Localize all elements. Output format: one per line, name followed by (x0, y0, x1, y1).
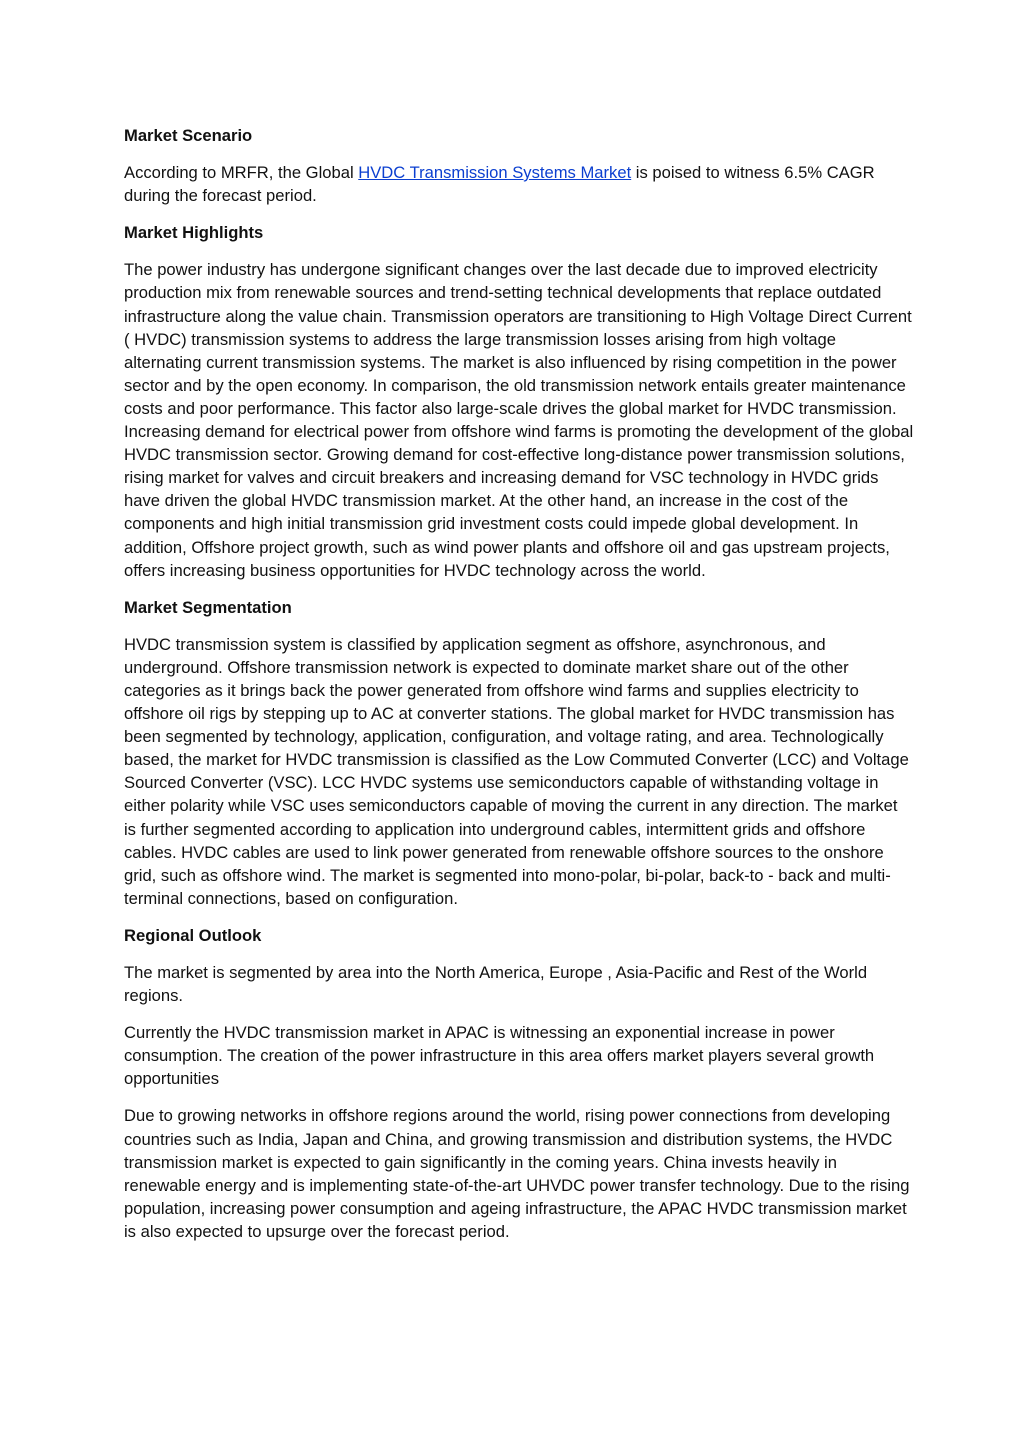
market-highlights-paragraph: The power industry has undergone significant changes over the last decade due to improved electricity production mix from renewable sources and trend-setting technical developments that replace outdated infrastructure along the value chain. Transmission operators are transitioning to High Voltage Direct Current ( HVDC) transmission systems to address the large transmission losses arising from high voltage alternating current transmission systems. The market is also influenced by rising competition in the power sector and by the open economy. In comparison, the old transmission network entails greater maintenance costs and poor performance. This factor also large-scale drives the global market for HVDC transmission. Increasing demand for electrical power from offshore wind farms is promoting the development of the global HVDC transmission sector. Growing demand for cost-effective long-distance power transmission solutions, rising market for valves and circuit breakers and increasing demand for VSC technology in HVDC grids have driven the global HVDC transmission market. At the other hand, an increase in the cost of the components and high initial transmission grid investment costs could impede global development. In addition, Offshore project growth, such as wind power plants and offshore oil and gas upstream projects, offers increasing business opportunities for HVDC technology across the world. (124, 260, 914, 580)
regional-outlook-paragraph-1: The market is segmented by area into the North America, Europe , Asia-Pacific and Rest of the World regions. (124, 963, 868, 1006)
market-scenario-paragraph (124, 161, 914, 207)
regional-outlook-paragraph-3: Due to growing networks in offshore regions around the world, rising power connections from developing countries such as India, Japan and China, and growing transmission and distribution systems, the HVDC transmission market is expected to gain significantly in the coming years. China invests heavily in renewable energy and is implementing state-of-the-art UHVDC power transfer technology. Due to the rising population, increasing power consumption and ageing infrastructure, the APAC HVDC transmission market is also expected to upsurge over the forecast period. (124, 1106, 910, 1241)
market-scenario-heading: Market Scenario (124, 126, 253, 145)
intro-text-after-link: is poised to witness 6.5% CAGR during the forecast period. (124, 163, 875, 206)
hvdc-market-link[interactable]: HVDC Transmission Systems Market (358, 163, 632, 183)
market-segmentation-heading: Market Segmentation (124, 597, 292, 617)
intro-text-before-link: According to MRFR, the Global (124, 163, 359, 183)
regional-outlook-heading: Regional Outlook (124, 925, 262, 945)
market-segmentation-paragraph: HVDC transmission system is classified by application segment as offshore, asynchronous, and underground. Offshore transmission network is expected to dominate market share out of the other categories as it brings back the power generated from offshore wind farms and supplies electricity to offshore oil rigs by stepping up to AC at converter stations. The global market for HVDC transmission has been segmented by technology, application, configuration, and voltage rating, and area. Technologically based, the market for HVDC transmission is classified as the Low Commuted Converter (LCC) and Voltage Sourced Converter (VSC). LCC HVDC systems use semiconductors capable of withstanding voltage in either polarity while VSC uses semiconductors capable of moving the current in any direction. The market is further segmented according to application into underground cables, intermittent grids and offshore cables. HVDC cables are used to link power generated from renewable offshore sources to the onshore grid, such as offshore wind. The market is segmented into mono-polar, bi-polar, back-to - back and multi-terminal connections, based on configuration. (124, 634, 909, 908)
regional-outlook-paragraph-2: Currently the HVDC transmission market in APAC is witnessing an exponential increase in power consumption. The creation of the power infrastructure in this area offers market players several growth opportunities (124, 1023, 875, 1089)
market-highlights-heading: Market Highlights (124, 223, 264, 243)
document-page (124, 124, 914, 1257)
